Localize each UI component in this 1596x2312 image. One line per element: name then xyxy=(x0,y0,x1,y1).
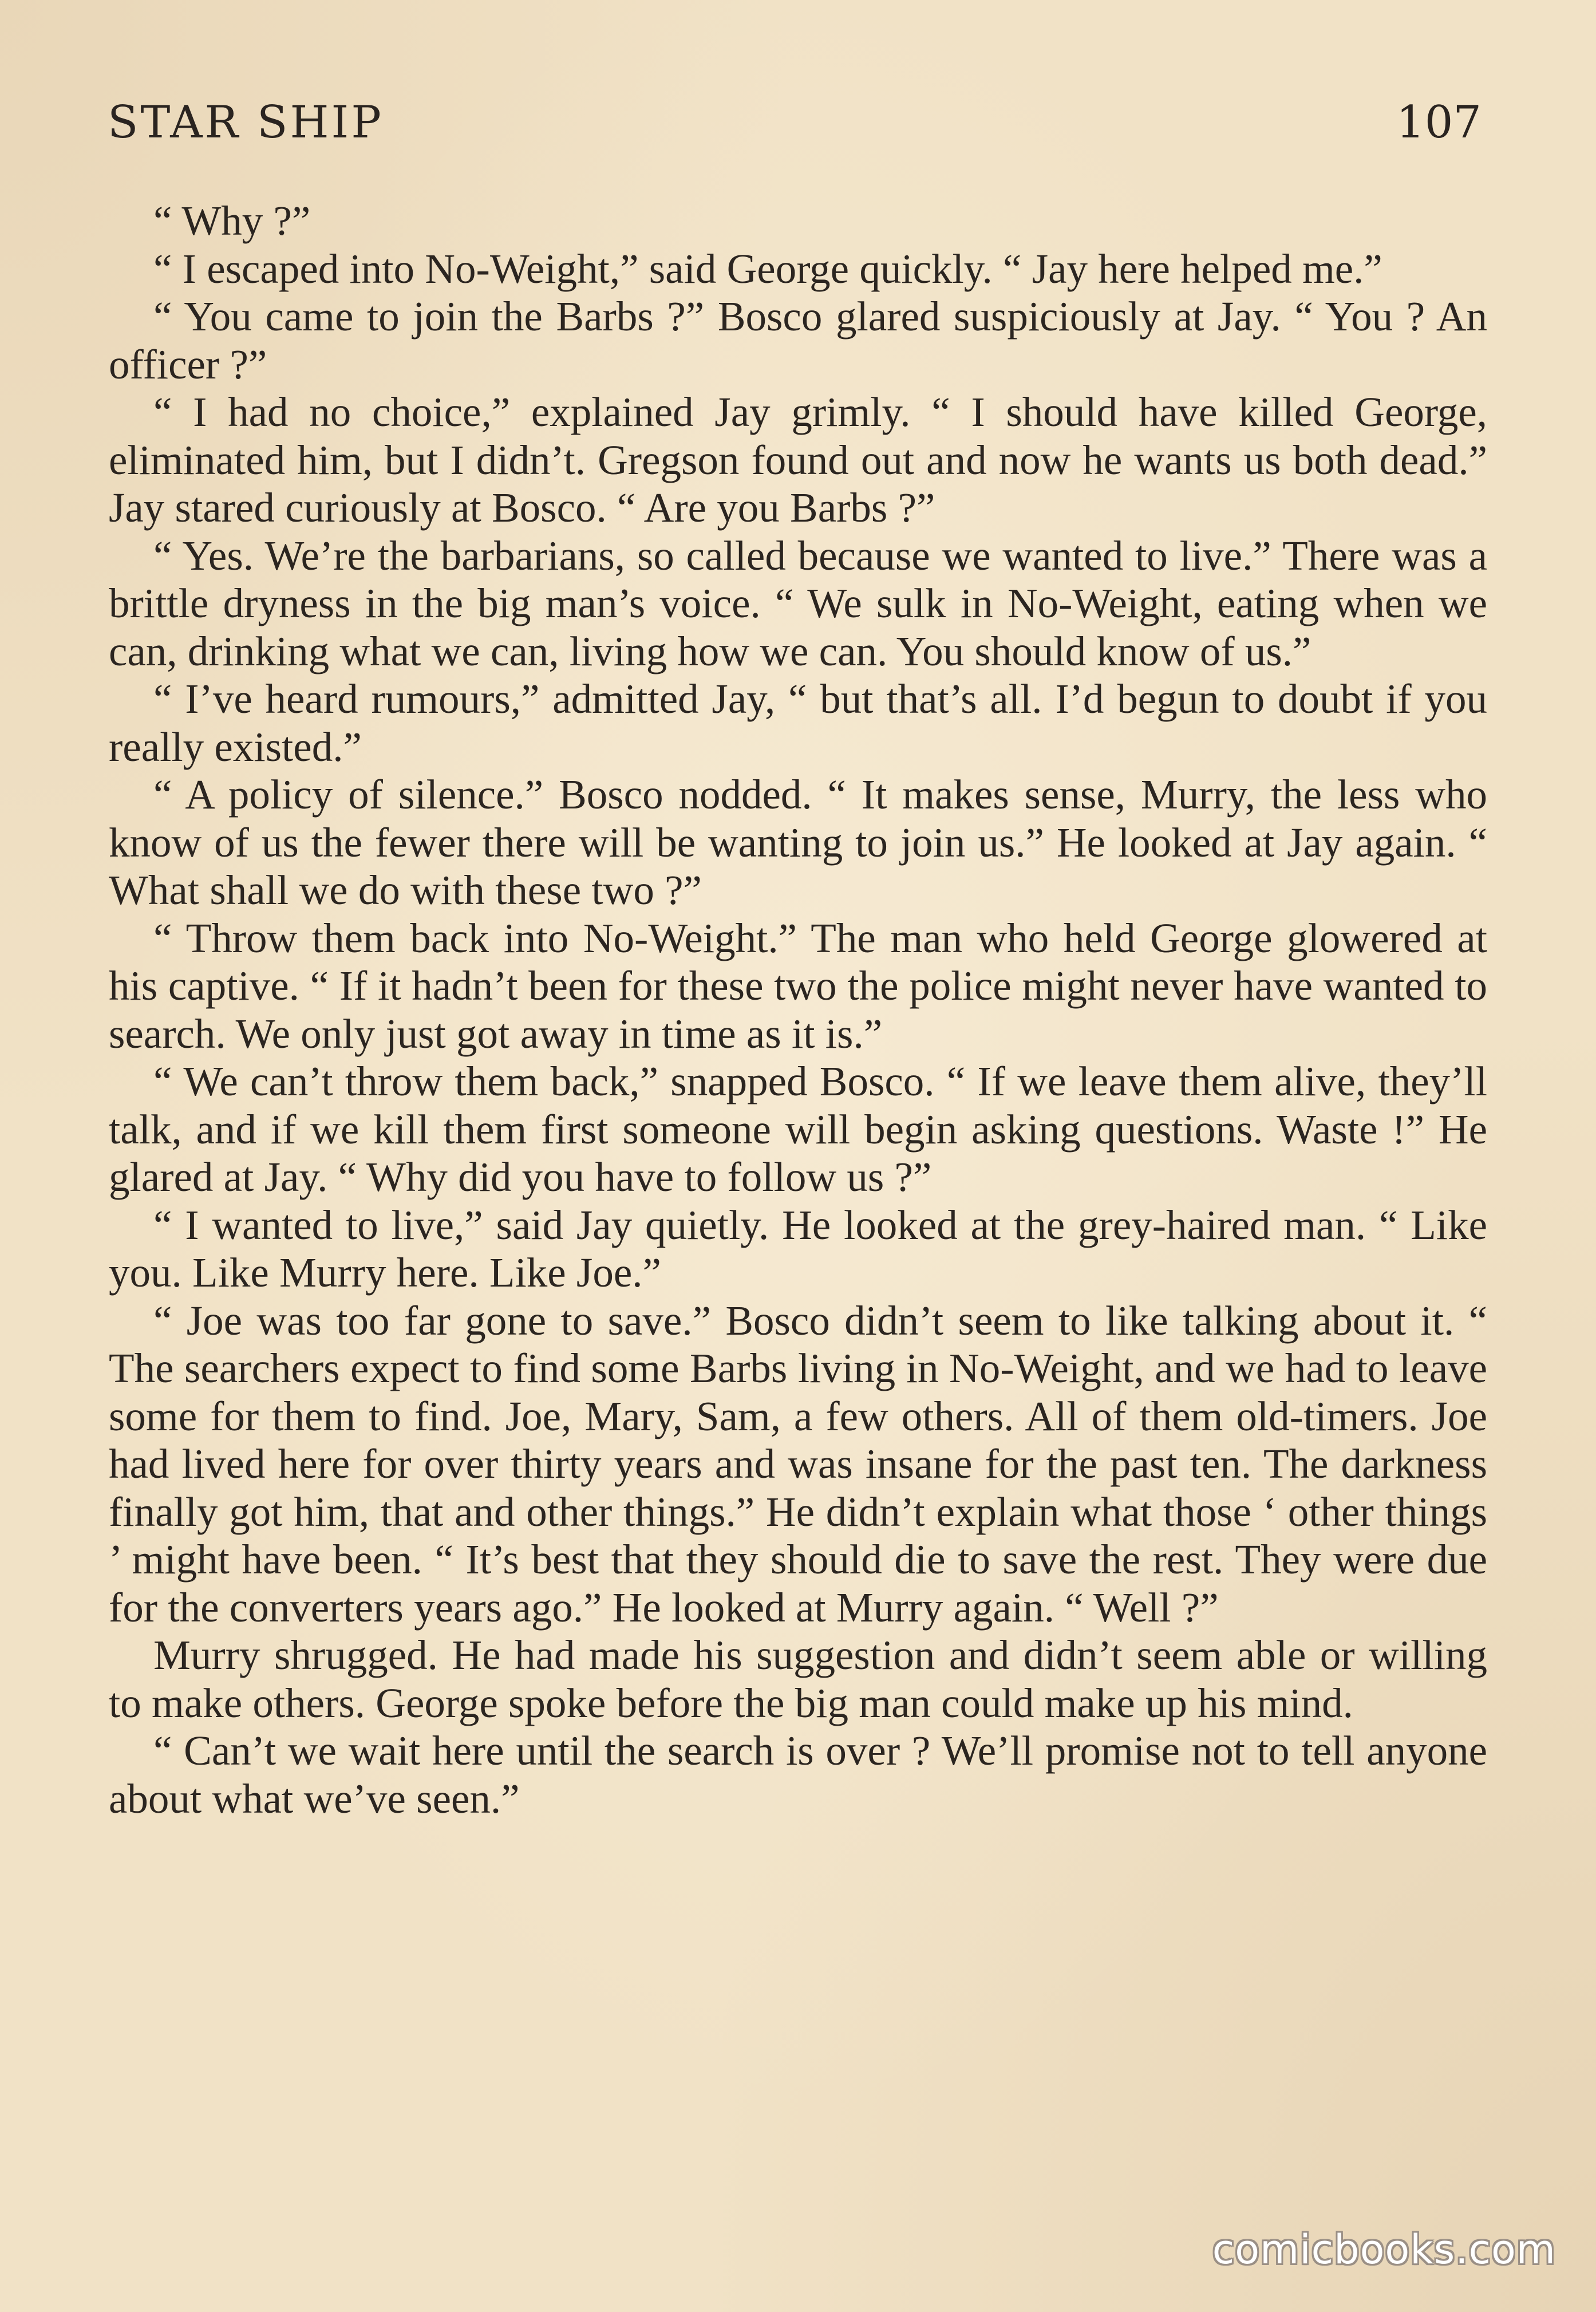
paragraph-11: “ Joe was too far gone to save.” Bosco didn’t seem to like talking about it. “ The searchers expect to find some Barbs living in No-Weight, and we had to leave some for them to find. Joe, Mary, Sam, a few others. All of them old-timers. Joe had lived here for over thirty years and was insane for the past ten. The darkness finally got him, that and other things.” He didn’t explain what those ‘ other things ’ might have been. “ It’s best that they should die to save the rest. They were due for the converters years ago.” He looked at Murry again. “ Well ?” xyxy=(109,1297,1487,1631)
paragraph-6: “ I’ve heard rumours,” admitted Jay, “ but that’s all. I’d begun to doubt if you really existed.” xyxy=(109,676,1487,770)
paragraph-4: “ I had no choice,” explained Jay grimly. “ I should have killed George, eliminated him, but I didn’t. Gregson found out and now he wants us both dead.” Jay stared curiously at Bosco. “ Are you Barbs ?” xyxy=(109,389,1487,531)
paragraph-13: “ Can’t we wait here until the search is over ? We’ll promise not to tell anyone about what we’ve seen.” xyxy=(109,1727,1487,1822)
paragraph-9: “ We can’t throw them back,” snapped Bosco. “ If we leave them alive, they’ll talk, and if we kill them first someone will begin asking questions. Waste !” He glared at Jay. “ Why did you have to follow us ?” xyxy=(109,1058,1487,1200)
paragraph-12: Murry shrugged. He had made his suggestion and didn’t seem able or willing to make others. George spoke before the big man could make up his mind. xyxy=(109,1632,1487,1726)
page-number: 107 xyxy=(1396,97,1482,148)
page-header xyxy=(108,97,1482,157)
body-text xyxy=(109,197,1487,1822)
watermark: comicbooks.com xyxy=(1212,2226,1556,2273)
paragraph-8: “ Throw them back into No-Weight.” The man who held George glowered at his captive. “ If it hadn’t been for these two the police might never have wanted to search. We only just got away in time as it is.” xyxy=(109,914,1487,1057)
paragraph-10: “ I wanted to live,” said Jay quietly. He looked at the grey-haired man. “ Like you. Like Murry here. Like Joe.” xyxy=(109,1201,1487,1296)
paragraph-2: “ I escaped into No-Weight,” said George quickly. “ Jay here helped me.” xyxy=(153,245,1382,292)
paragraph-5: “ Yes. We’re the barbarians, so called because we wanted to live.” There was a brittle dryness in the big man’s voice. “ We sulk in No-Weight, eating when we can, drinking what we can, living how we can. You should know of us.” xyxy=(109,532,1487,674)
paragraph-1: “ Why ?” xyxy=(153,198,311,244)
paragraph-3: “ You came to join the Barbs ?” Bosco glared suspiciously at Jay. “ You ? An officer ?” xyxy=(109,293,1487,388)
paragraph-7: “ A policy of silence.” Bosco nodded. “ It makes sense, Murry, the less who know of us the fewer there will be wanting to join us.” He looked at Jay again. “ What shall we do with these two ?” xyxy=(109,771,1487,913)
running-head: STAR SHIP xyxy=(108,97,384,148)
